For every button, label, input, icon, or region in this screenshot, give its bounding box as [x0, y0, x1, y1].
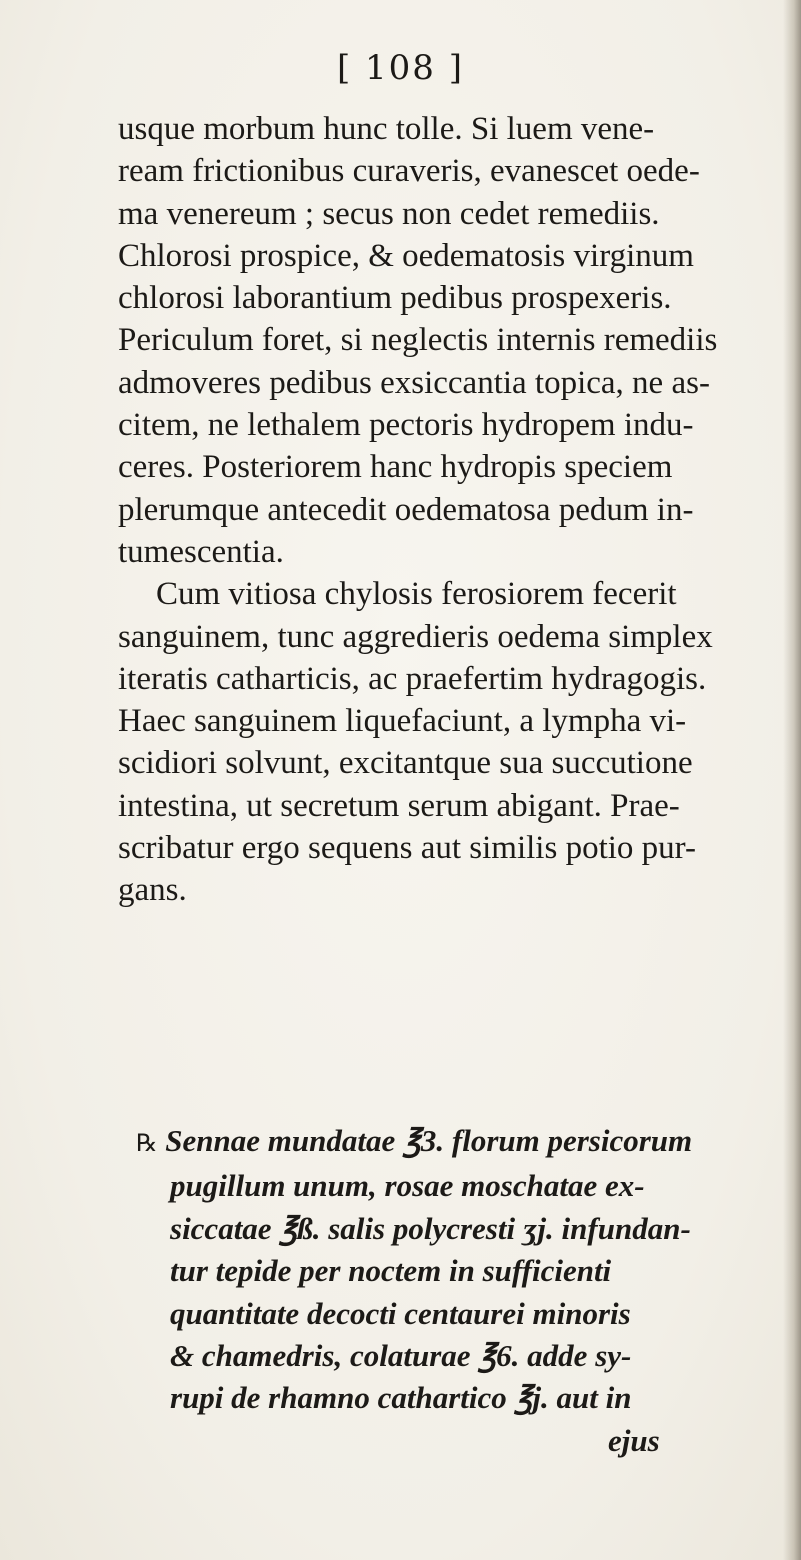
- text-line: Cum vitiosa chylosis ferosiorem fecerit: [156, 576, 677, 613]
- text-line: iteratis catharticis, ac praefertim hydragogis.: [118, 660, 707, 697]
- text-line: chlorosi laborantium pedibus prospexeris.: [118, 280, 672, 317]
- text-line: admoveres pedibus exsiccantia topica, ne as-: [118, 364, 710, 401]
- text-line: Periculum foret, si neglectis internis remediis: [118, 322, 718, 359]
- recipe-line: & chamedris, colaturae ℥6. adde sy-: [170, 1338, 632, 1374]
- text-line: tumescentia.: [118, 533, 284, 570]
- recipe-prescription: [118, 1120, 788, 1462]
- text-line: scidiori solvunt, excitantque sua succutione: [118, 745, 693, 782]
- text-line: Haec sanguinem liquefaciunt, a lympha vi-: [118, 703, 687, 740]
- recipe-line-text: Sennae mundatae ℥3. florum persicorum: [165, 1123, 693, 1158]
- recipe-line: siccatae ℥ß. salis polycresti ʒj. infundan-: [170, 1210, 691, 1246]
- text-line: ceres. Posteriorem hanc hydropis speciem: [118, 449, 673, 486]
- text-line: scribatur ergo sequens aut similis potio pur-: [118, 830, 696, 867]
- recipe-line: [118, 1120, 788, 1165]
- text-line: plerumque antecedit oedematosa pedum in-: [118, 491, 694, 528]
- text-line: Chlorosi prospice, & oedematosis virginum: [118, 237, 694, 274]
- page-number: [ 108 ]: [336, 48, 465, 88]
- catchword: ejus: [608, 1422, 660, 1458]
- recipe-symbol: ℞: [136, 1131, 158, 1157]
- text-line: usque morbum hunc tolle. Si luem vene-: [118, 111, 655, 147]
- text-line: intestina, ut secretum serum abigant. Prae-: [118, 787, 680, 824]
- text-line: ream frictionibus curaveris, evanescet oede-: [118, 153, 700, 190]
- text-line: gans.: [118, 872, 187, 909]
- recipe-line: quantitate decocti centaurei minoris: [170, 1295, 631, 1331]
- body-text: [118, 108, 778, 912]
- text-line: citem, ne lethalem pectoris hydropem indu-: [118, 407, 694, 444]
- recipe-line: tur tepide per noctem in sufficienti: [170, 1253, 612, 1289]
- recipe-line: pugillum unum, rosae moschatae ex-: [170, 1168, 645, 1204]
- recipe-line: rupi de rhamno cathartico ℥j. aut in: [170, 1380, 632, 1416]
- text-line: ma venereum ; secus non cedet remediis.: [118, 195, 660, 232]
- text-line: sanguinem, tunc aggredieris oedema simplex: [118, 618, 713, 655]
